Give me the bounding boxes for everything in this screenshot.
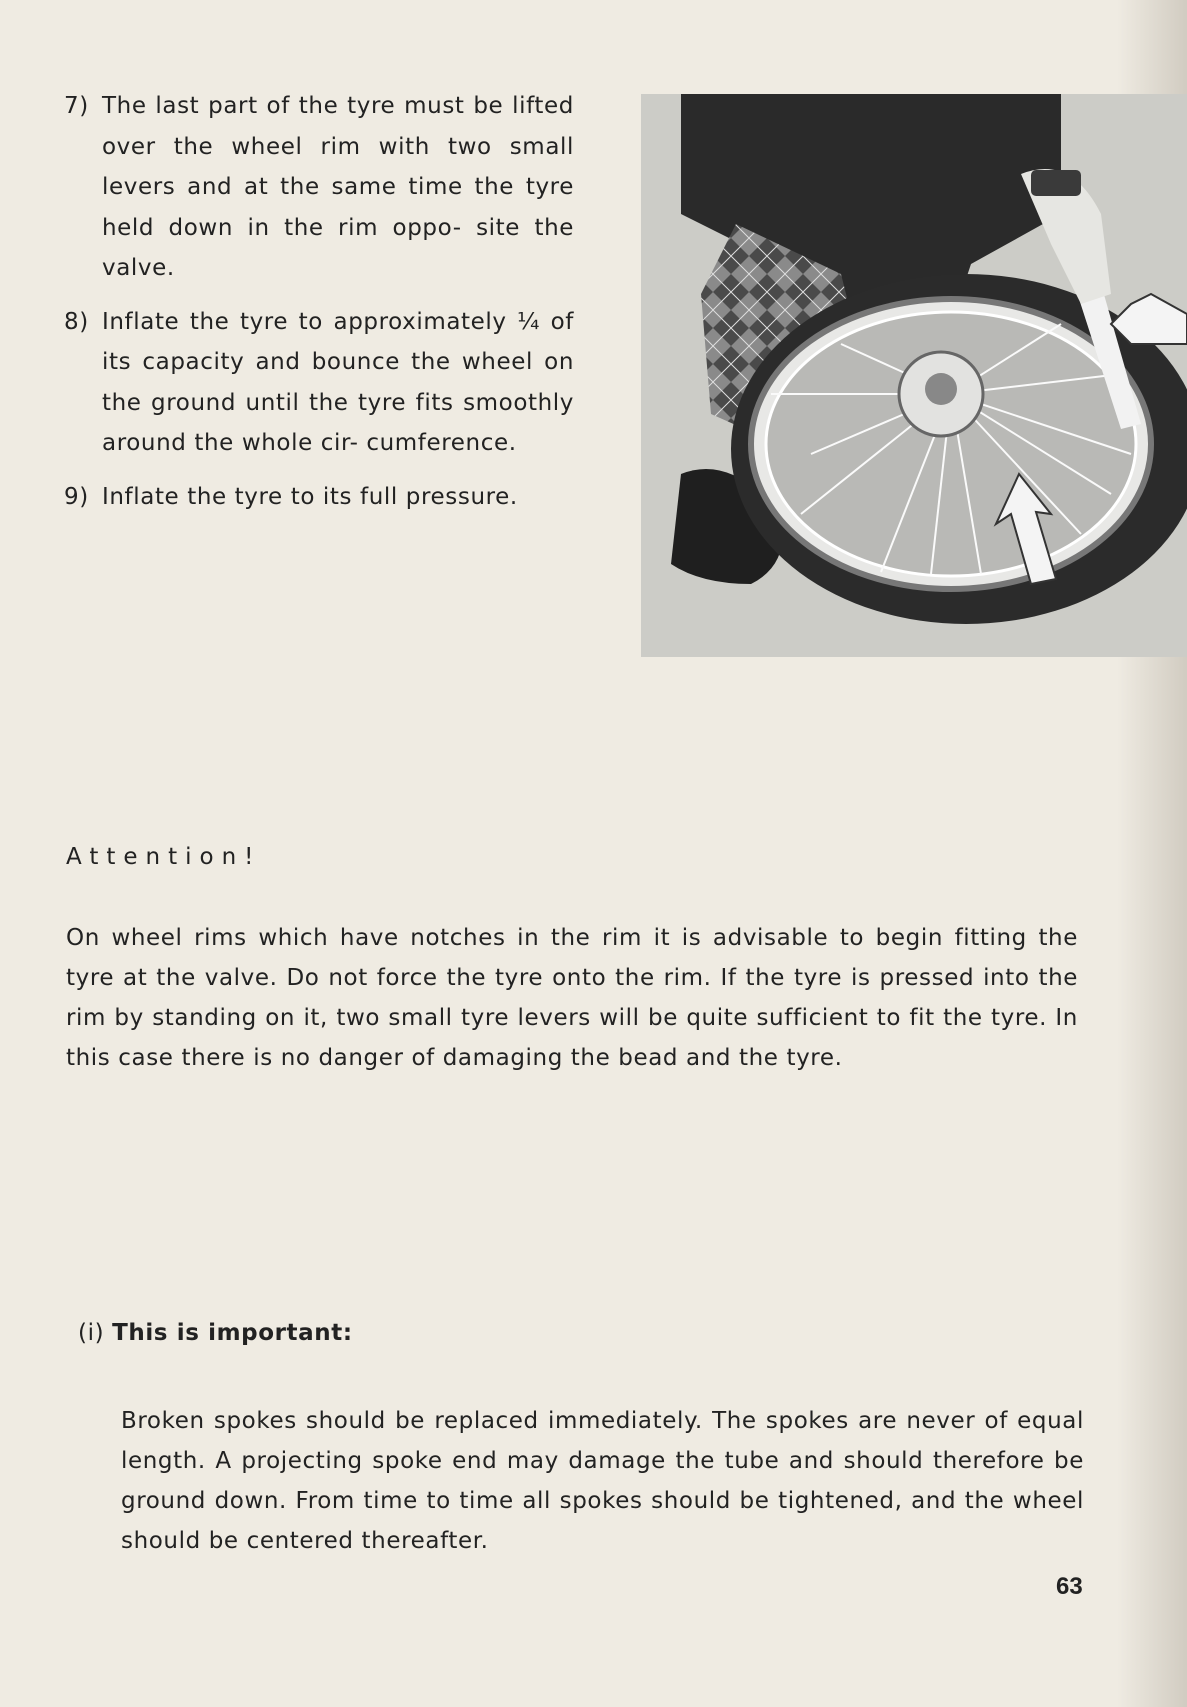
tyre-fitting-photo	[641, 94, 1187, 657]
wheel-illustration	[641, 94, 1187, 657]
step-item	[64, 477, 574, 518]
step-item	[64, 86, 574, 289]
step-number: 8)	[64, 308, 89, 335]
steps-list	[64, 86, 574, 530]
attention-heading: Attention!	[66, 844, 262, 870]
step-text: Inflate the tyre to its full pressure.	[102, 483, 518, 510]
step-text: The last part of the tyre must be lifted over the wheel rim with two small levers and at the same time the tyre held down in the rim oppo- site the valve.	[102, 93, 574, 281]
important-paragraph: Broken spokes should be replaced immediately. The spokes are never of equal length. A projecting spoke end may damage the tube and should therefore be ground down. From time to time all spokes should be tightened, and the wheel should be centered thereafter.	[121, 1408, 1084, 1554]
important-label: This is important:	[112, 1320, 353, 1346]
step-number: 9)	[64, 483, 89, 510]
step-text: Inflate the tyre to approximately ¼ of its capacity and bounce the wheel on the ground until the tyre fits smoothly around the whole cir- cumference.	[102, 308, 574, 456]
attention-paragraph: On wheel rims which have notches in the rim it is advisable to begin fitting the tyre at the valve. Do not force the tyre onto the rim. If the tyre is pressed into the rim by standing on it, two small tyre levers will be quite sufficient to fit the tyre. In this case there is no danger of damaging the bead and the tyre.	[66, 925, 1078, 1071]
important-marker: (i)	[78, 1320, 105, 1346]
wristwatch	[1031, 170, 1081, 196]
page-number: 63	[1056, 1573, 1083, 1600]
step-item	[64, 302, 574, 464]
important-heading	[78, 1320, 353, 1346]
step-number: 7)	[64, 93, 89, 119]
